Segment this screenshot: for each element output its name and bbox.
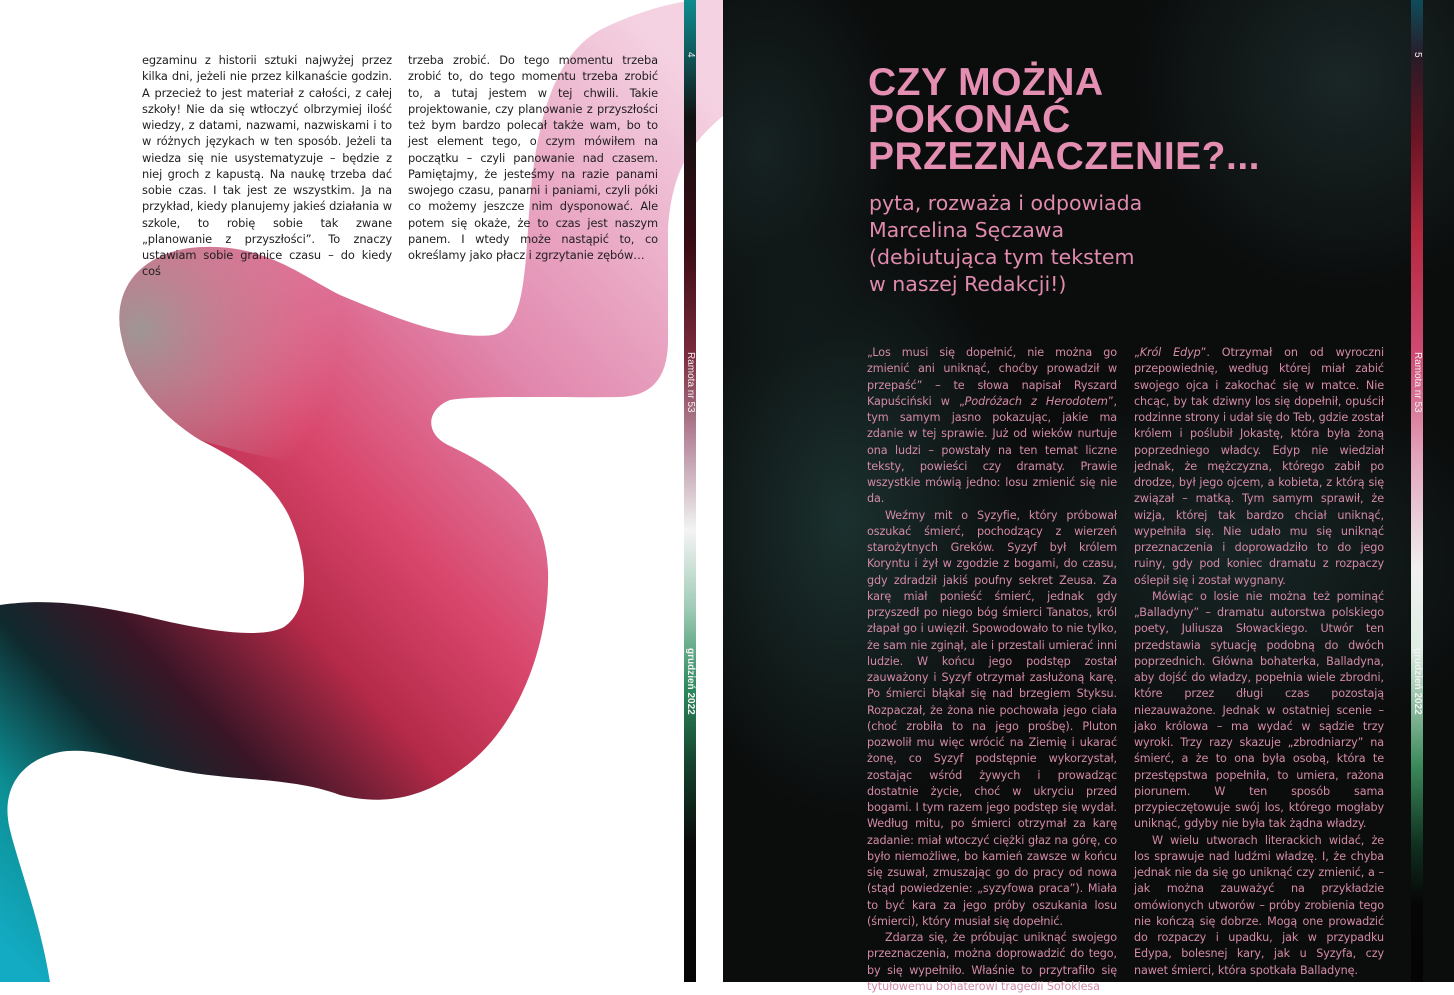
body-column-1 (142, 52, 392, 280)
paragraph: Weźmy mit o Syzyfie, który próbował oszukać śmierć, pochodzący z wierzeń starożytnych Greków. Syzyf był królem Koryntu i żył w zgodzie z bogami, do czasu, gdy zdradził jakiś poufny sekret Zeusa. Za karę miał ponieść śmierć, jednak gdy przyszedł po niego bóg śmierci Tanatos, król złapał go i uwięził. Spowodowało to nie tylko, że sam nie zginął, ale i przestali umierać inni ludzie. W końcu jego podstęp został zauważony i Syzyf otrzymał zasłużoną karę. Po śmierci błąkał się nad brzegiem Styksu. Rozpaczał, że żona nie pochowała jego ciała (choć zrobiła to na jego prośbę). Pluton pozwolił mu więc wrócić na Ziemię i ukarać żonę, co Syzyf podstępnie wykorzystał, zostając wśród żywych i prowadząc dostatnie życie, choć w ukryciu przed bogami. I tym razem jego podstęp się wydał. Według mitu, po śmierci otrzymał za karę zadanie: miał wtoczyć ciężki głaz na górę, co było niemożliwe, bo kamień zawsze w końcu się zsuwał, zmuszając go do pracy od nowa (stąd powiedzenie: „syzyfowa praca”). Miała to być kara za jego próby oszukania losu (śmierci), który musiał się dopełnić. (867, 508, 1117, 928)
title-line: CZY MOŻNA (868, 61, 1104, 104)
subtitle-line: Marcelina Sęczawa (869, 218, 1065, 242)
spine-magazine-label: Ramota nr 53 (1412, 352, 1423, 413)
article-subtitle (869, 190, 1142, 298)
text-run: ”, tym samym jasno pokazując, jakie ma zdanie w tej sprawie. Już od wieków nurtuje ona ludzi – powstały na ten temat liczne teksty, powieści czy dramaty. Prawie wszystkie mówią jedno: losu zmienić się nie da. (867, 394, 1117, 506)
left-page (0, 0, 723, 982)
spine-date-label: grudzień 2022 (1412, 648, 1423, 715)
subtitle-line: w naszej Redakcji!) (869, 272, 1067, 296)
book-title-italic: Król Edyp (1139, 346, 1201, 359)
paragraph: Mówiąc o losie nie można też pominąć „Balladyny” – dramatu autorstwa polskiego poety, Juliusza Słowackiego. Utwór ten przedstawia sytuację podobną do dwóch poprzednich. Główna bohaterka, Balladyna, aby dojść do władzy, popełnia wiele zbrodni, które przez długi czas pozostają niezauważone. Jednak w ostatniej scenie – jako królowa – ma wydać w sądzie trzy wyroki. Trzy razy skazuje „zbrodniarzy” na śmierć, a że to ona była osobą, która te przestępstwa popełniła, to umiera, rażona piorunem. W ten sposób sama przypieczętowuje swój los, którego mogłaby uniknąć, gdyby nie była tak żądna władzy. (1134, 589, 1384, 831)
text-run: „ (1134, 346, 1140, 359)
spine-strip-right (1411, 0, 1423, 982)
text-run: „Los musi się dopełnić, nie można go zmienić ani uniknąć, choćby prowadził w przepaść” – te słowa napisał Ryszard Kapuściński w „ (867, 346, 1117, 408)
paragraph (1134, 345, 1384, 589)
title-line: PRZEZNACZENIE?... (868, 135, 1261, 178)
article-column-1 (867, 345, 1117, 995)
page-number: 5 (1412, 52, 1423, 58)
article-title (868, 61, 1261, 178)
subtitle-line: pyta, rozważa i odpowiada (869, 191, 1143, 215)
spine-strip-left (684, 0, 696, 982)
paragraph: trzeba zrobić. Do tego momentu trzeba zrobić to, do tego momentu trzeba zrobić to, a tutaj jestem w tej chwili. Takie projektowanie, czy planowanie z przyszłości też bym bardzo polecał także wam, bo to jest element tego, o czym mówiłem na początku – czyli panowanie nad czasem. Pamiętajmy, że jesteśmy na razie panami swojego czasu, panami i paniami, czyli póki co możemy jeszcze nim dysponować. Ale potem się okaże, że to czas jest naszym panem. I wtedy może nastąpić to, co określamy jako płacz i zgrzytanie zębów… (408, 53, 658, 262)
paragraph: Zdarza się, że próbując uniknąć swojego przeznaczenia, można doprowadzić do tego, by się wypełniło. Właśnie to przytrafiło się tytułowemu bohaterowi tragedii Sofoklesa (867, 931, 1117, 993)
book-title-italic: Podróżach z Herodotem (964, 394, 1108, 408)
text-run: ”. Otrzymał on od wyroczni przepowiednię, według której miał zabić swojego ojca i zakochać się w matce. Nie chcąc, by tak dziwny los się dopełnił, opuścił rodzinne strony i udał się do Teb, gdzie został królem i poślubił Jokastę, która była żoną poprzedniego władcy. Edyp nie wiedział jednak, że mężczyzna, którego zabił po drodze, był jego ojcem, a kobieta, z którą się związał – matką. Tym samym sprawił, że wizja, której tak bardzo chciał uniknąć, wypełniła się. Nie udało mu się uniknąć przeznaczenia i doprowadziło to do jego ruiny, gdy pod koniec dramatu z rozpaczy oślepił się i został wygnany. (1134, 346, 1384, 587)
paragraph: egzaminu z historii sztuki najwyżej przez kilka dni, jeżeli nie przez kilkanaście godzin. A przecież to jest materiał z całości, z całej szkoły! Nie da się wtłoczyć olbrzymiej ilość wiedzy, z datami, nazwami, nazwiskami i to w różnych językach w ten sposób. Jeżeli ta wiedza się nie usystematyzuje – będzie z niej groch z kapustą. Na naukę trzeba dać sobie czas. I tak jest ze wszystkim. Ja na przykład, kiedy planujemy jakieś działania w szkole, to robię sobie tak zwane „planowanie z przyszłości”. To znaczy ustawiam sobie granice czasu – do kiedy coś (142, 53, 392, 279)
body-column-2 (408, 52, 658, 263)
paragraph: W wielu utworach literackich widać, że los sprawuje nad ludźmi władzę. I, że chyba jednak nie da się go uniknąć czy zmienić, a – jak można zauważyć na przykładzie omówionych utworów – próby zrobienia tego nie kończą się dobrze. Mogą one prowadzić do rozpaczy i upadku, jak w przypadku Edypa, bolesnej kary, jak u Syzyfa, czy nawet śmierci, która spotkała Balladynę. (1134, 833, 1384, 977)
spine-date-label: grudzień 2022 (685, 648, 696, 715)
article-column-2 (1134, 345, 1384, 979)
title-line: POKONAĆ (868, 98, 1071, 141)
page-number: 4 (685, 52, 696, 58)
subtitle-line: (debiutująca tym tekstem (869, 245, 1135, 269)
spine-magazine-label: Ramota nr 53 (685, 352, 696, 413)
paragraph (867, 345, 1117, 508)
